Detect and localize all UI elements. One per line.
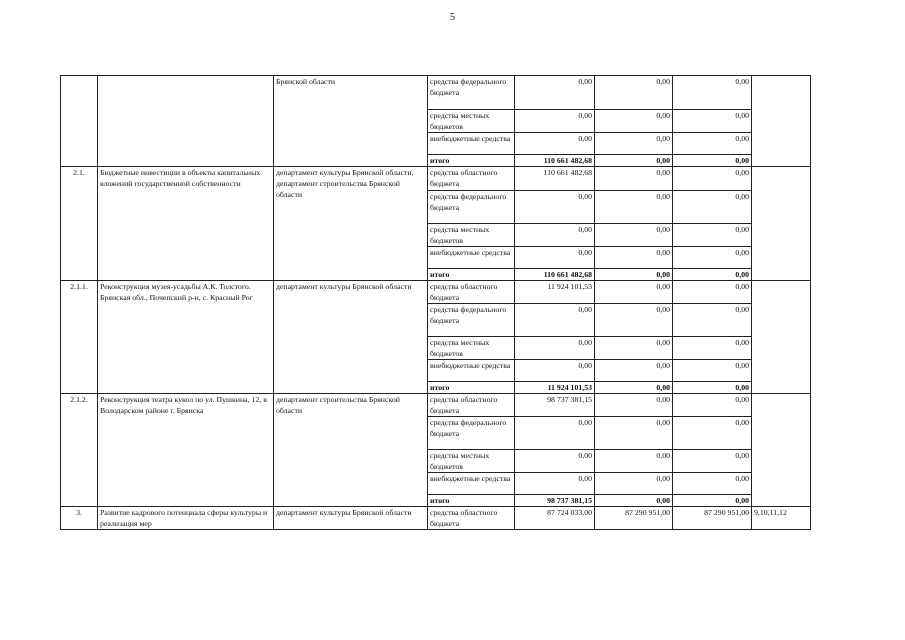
- amount-v2: 0,00: [595, 394, 673, 417]
- amount-v2: 0,00: [595, 450, 673, 473]
- amount-v3: 0,00: [673, 382, 752, 394]
- funding-source: средства федерального бюджета: [428, 76, 515, 110]
- amount-v3: 0,00: [673, 155, 752, 167]
- funding-source: внебюджетные средства: [428, 247, 515, 269]
- funding-source: средства федерального бюджета: [428, 304, 515, 337]
- amount-v3: 0,00: [673, 495, 752, 507]
- amount-v2: 0,00: [595, 247, 673, 269]
- amount-v3: 0,00: [673, 304, 752, 337]
- amount-v1: 110 661 482,68: [515, 167, 595, 191]
- amount-v2: 87 290 951,00: [595, 507, 673, 530]
- amount-v1: 110 661 482,68: [515, 269, 595, 281]
- amount-v1: 0,00: [515, 133, 595, 155]
- amount-v2: 0,00: [595, 191, 673, 224]
- item-number: [61, 76, 98, 167]
- funding-source: итого: [428, 382, 515, 394]
- target-indicators: 9,10,11,12: [752, 507, 811, 530]
- amount-v1: 0,00: [515, 191, 595, 224]
- responsible-executor: департамент культуры Брянской области, департамент строительства Брянской области: [274, 167, 428, 281]
- amount-v2: 0,00: [595, 133, 673, 155]
- amount-v1: 0,00: [515, 304, 595, 337]
- amount-v3: 0,00: [673, 269, 752, 281]
- funding-source: средства областного бюджета: [428, 394, 515, 417]
- amount-v2: 0,00: [595, 304, 673, 337]
- amount-v2: 0,00: [595, 281, 673, 304]
- amount-v3: 87 290 951,00: [673, 507, 752, 530]
- item-number: 2.1.2.: [61, 394, 98, 507]
- funding-source: средства областного бюджета: [428, 167, 515, 191]
- amount-v3: 0,00: [673, 473, 752, 495]
- item-number: 3.: [61, 507, 98, 530]
- amount-v1: 11 924 101,53: [515, 382, 595, 394]
- amount-v3: 0,00: [673, 76, 752, 110]
- amount-v3: 0,00: [673, 110, 752, 133]
- amount-v3: 0,00: [673, 247, 752, 269]
- funding-source: средства областного бюджета: [428, 281, 515, 304]
- funding-source: итого: [428, 495, 515, 507]
- target-indicators: [752, 76, 811, 167]
- funding-source: внебюджетные средства: [428, 473, 515, 495]
- amount-v1: 98 737 381,15: [515, 495, 595, 507]
- amount-v1: 0,00: [515, 337, 595, 360]
- amount-v1: 11 924 101,53: [515, 281, 595, 304]
- table-row: [61, 281, 811, 304]
- amount-v3: 0,00: [673, 337, 752, 360]
- budget-table-body: [61, 76, 811, 530]
- amount-v3: 0,00: [673, 191, 752, 224]
- target-indicators: [752, 394, 811, 507]
- amount-v3: 0,00: [673, 450, 752, 473]
- funding-source: средства федерального бюджета: [428, 191, 515, 224]
- funding-source: итого: [428, 155, 515, 167]
- responsible-executor: департамент строительства Брянской области: [274, 394, 428, 507]
- funding-source: итого: [428, 269, 515, 281]
- amount-v3: 0,00: [673, 360, 752, 382]
- item-name: Реконструкция музея-усадьбы А.К. Толстого. Брянская обл., Почепский р-н, с. Красный Рог: [98, 281, 274, 394]
- table-row: [61, 76, 811, 110]
- funding-source: средства федерального бюджета: [428, 417, 515, 450]
- amount-v1: 0,00: [515, 417, 595, 450]
- funding-source: средства местных бюджетов: [428, 110, 515, 133]
- amount-v3: 0,00: [673, 281, 752, 304]
- item-name: Бюджетные инвестиции в объекты капитальных вложений государственной собственности: [98, 167, 274, 281]
- funding-source: внебюджетные средства: [428, 133, 515, 155]
- amount-v2: 0,00: [595, 495, 673, 507]
- amount-v2: 0,00: [595, 269, 673, 281]
- funding-source: средства местных бюджетов: [428, 450, 515, 473]
- amount-v1: 0,00: [515, 247, 595, 269]
- target-indicators: [752, 167, 811, 281]
- amount-v2: 0,00: [595, 337, 673, 360]
- funding-source: средства областного бюджета: [428, 507, 515, 530]
- item-name: Развитие кадрового потенциала сферы культуры и реализация мер: [98, 507, 274, 530]
- amount-v2: 0,00: [595, 360, 673, 382]
- amount-v2: 0,00: [595, 382, 673, 394]
- amount-v1: 0,00: [515, 473, 595, 495]
- amount-v2: 0,00: [595, 110, 673, 133]
- amount-v1: 0,00: [515, 360, 595, 382]
- amount-v3: 0,00: [673, 167, 752, 191]
- table-row: [61, 507, 811, 530]
- funding-source: внебюджетные средства: [428, 360, 515, 382]
- amount-v1: 0,00: [515, 110, 595, 133]
- item-name: Реконструкция театра кукол по ул. Пушкина, 12, в Володарском районе г. Брянска: [98, 394, 274, 507]
- responsible-executor: департамент культуры Брянской области: [274, 281, 428, 394]
- amount-v1: 110 661 482,68: [515, 155, 595, 167]
- amount-v1: 0,00: [515, 224, 595, 247]
- funding-source: средства местных бюджетов: [428, 337, 515, 360]
- amount-v1: 0,00: [515, 450, 595, 473]
- amount-v1: 98 737 381,15: [515, 394, 595, 417]
- item-number: 2.1.1.: [61, 281, 98, 394]
- amount-v1: 0,00: [515, 76, 595, 110]
- table-row: [61, 167, 811, 191]
- responsible-executor: Брянской области: [274, 76, 428, 167]
- amount-v2: 0,00: [595, 167, 673, 191]
- amount-v2: 0,00: [595, 224, 673, 247]
- amount-v2: 0,00: [595, 417, 673, 450]
- amount-v1: 87 724 033,00: [515, 507, 595, 530]
- funding-source: средства местных бюджетов: [428, 224, 515, 247]
- page-number: 5: [450, 12, 455, 23]
- amount-v3: 0,00: [673, 394, 752, 417]
- responsible-executor: департамент культуры Брянской области: [274, 507, 428, 530]
- amount-v3: 0,00: [673, 224, 752, 247]
- budget-table: [60, 75, 811, 530]
- item-name: [98, 76, 274, 167]
- amount-v2: 0,00: [595, 155, 673, 167]
- amount-v2: 0,00: [595, 76, 673, 110]
- target-indicators: [752, 281, 811, 394]
- table-row: [61, 394, 811, 417]
- item-number: 2.1.: [61, 167, 98, 281]
- amount-v3: 0,00: [673, 417, 752, 450]
- amount-v2: 0,00: [595, 473, 673, 495]
- amount-v3: 0,00: [673, 133, 752, 155]
